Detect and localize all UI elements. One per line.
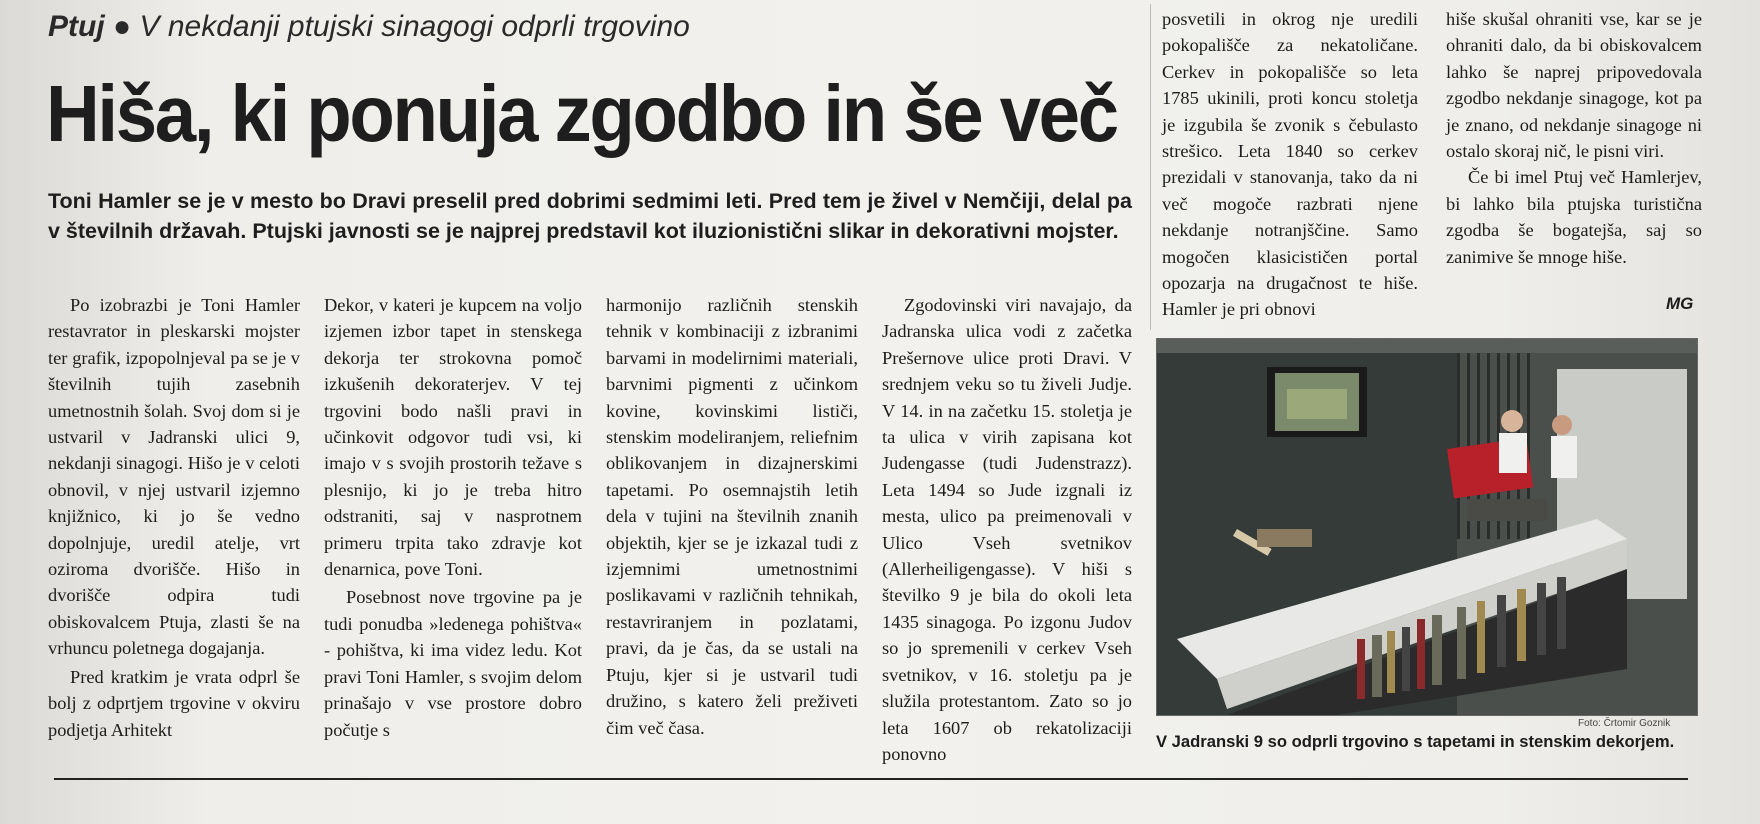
body-column-3 <box>606 292 858 741</box>
paragraph: Po izobrazbi je Toni Hamler restavrator in pleskarski mojster ter grafik, izpopolnjeval pa se je v številnih tujih zasebnih umetnostnih šolah. Svoj dom si je ustvaril v Jadranski ulici 9, nekdanji sinagogi. Hišo je v celoti obnovil, v njej ustvaril izjemno knjižnico, ki jo še vedno dopolnjuje, uredil atelje, vrt oziroma dvorišče. Hišo in dvorišče odpira tudi obiskovalcem Ptuja, zlasti še na vrhuncu poletnega dogajanja. <box>48 295 300 659</box>
paragraph: Pred kratkim je vrata odprl še bolj z odprtjem trgovine v okviru podjetja Arhitekt <box>48 666 300 740</box>
paragraph: hiše skušal ohraniti vse, kar se je ohraniti dalo, da bi obiskovalcem lahko še naprej pripovedovala zgodbo nekdanje sinagoge, kot pa je znano, od nekdanje sinagoge ni ostalo skoraj nič, le pisni viri. <box>1446 9 1702 162</box>
body-column-1 <box>48 292 300 743</box>
photo-credit: Foto: Črtomir Goznik <box>1578 718 1671 729</box>
kicker-place: Ptuj <box>48 10 105 43</box>
kicker-text: V nekdanji ptujski sinagogi odprli trgovino <box>139 10 690 43</box>
article-kicker <box>48 10 1148 44</box>
column-divider <box>1150 4 1151 330</box>
body-column-4 <box>882 292 1132 767</box>
shop-interior-photo <box>1156 338 1698 716</box>
article-lead: Toni Hamler se je v mesto bo Dravi preselil pred dobrimi sedmimi leti. Pred tem je živel v Nemčiji, delal pa v številnih državah. Ptujski javnosti se je najprej predstavil kot iluzionistični slikar in dekorativni mojster. <box>48 189 1132 243</box>
article-headline: Hiša, ki ponuja zgodbo in še več <box>46 69 1117 158</box>
paragraph: Če bi imel Ptuj več Hamlerjev, bi lahko bila ptujska turistična zgodba še bogatejša, saj so zanimive še mnoge hiše. <box>1446 167 1702 267</box>
body-column-5 <box>1162 6 1418 323</box>
paragraph: Dekor, v kateri je kupcem na voljo izjemen izbor tapet in stenskega dekorja ter strokovna pomoč izkušenih dekoraterjev. V tej trgovini bodo našli pravi in učinkovit odgovor tudi vsi, ki imajo v s svojih prostorih težave s plesnijo, ki jo je treba hitro odstraniti, saj v nasprotnem primeru trpita tako zdravje kot denarnica, pove Toni. <box>324 295 582 580</box>
photo-caption: V Jadranski 9 so odprli trgovino s tapetami in stenskim dekorjem. <box>1156 732 1675 751</box>
body-column-6 <box>1446 6 1702 270</box>
author-signature: MG <box>1666 294 1694 313</box>
paragraph: Zgodovinski viri navajajo, da Jadranska ulica vodi z začetka Prešernove ulice proti Dravi. V srednjem veku so tu živeli Judje. V 14. in na začetku 15. stoletja je ta ulica v virih zapisana kot Judengasse (tudi Judenstrazz). Leta 1494 so Jude izgnali iz mesta, ulico pa preimenovali v Ulico Vseh svetnikov (Allerheiligengasse). V hiši s številko 9 je bila do okoli leta 1435 sinagoga. Po izgonu Judov so jo spremenili v cerkev Vseh svetnikov, v 16. stoletju pa je služila protestantom. Zato so jo leta 1607 ob rekatolizaciji ponovno <box>882 295 1132 764</box>
paragraph: Posebnost nove trgovine pa je tudi ponudba »ledenega pohištva« - pohištva, ki ima videz ledu. Kot pravi Toni Hamler, s svojim delom prinašajo v vse prostore dobro počutje s <box>324 587 582 740</box>
bottom-rule <box>54 778 1688 780</box>
kicker-bullet: ● <box>113 10 132 43</box>
body-column-2 <box>324 292 582 743</box>
paragraph: posvetili in okrog nje uredili pokopališče za nekatoličane. Cerkev in pokopališče so leta 1785 ukinili, proti koncu stoletja je izgubila še zvonik s čebulasto strešico. Leta 1840 so cerkev prezidali v stanovanja, tako da ni več mogoče razbrati njene nekdanje notranjščine. Samo mogočen klasicističen portal opozarja na drugačnost te hiše. Hamler je pri obnovi <box>1162 9 1418 320</box>
photo-illustration <box>1157 339 1697 715</box>
paragraph: harmonijo različnih stenskih tehnik v kombinaciji z izbranimi barvami in modelirnimi materiali, barvnimi pigmenti z učinkom kovine, kovinskimi lističi, stenskim modeliranjem, reliefnim oblikovanjem in dizajnerskimi tapetami. Po osemnajstih letih dela v tujini na številnih znanih objektih, kjer se je izkazal tudi z izjemnimi umetnostnimi poslikavami v različnih tehnikah, restavriranjem in pozlatami, pravi, da je čas, da se ustali na Ptuju, kjer si je ustvaril tudi družino, s katero želi preživeti čim več časa. <box>606 295 858 738</box>
